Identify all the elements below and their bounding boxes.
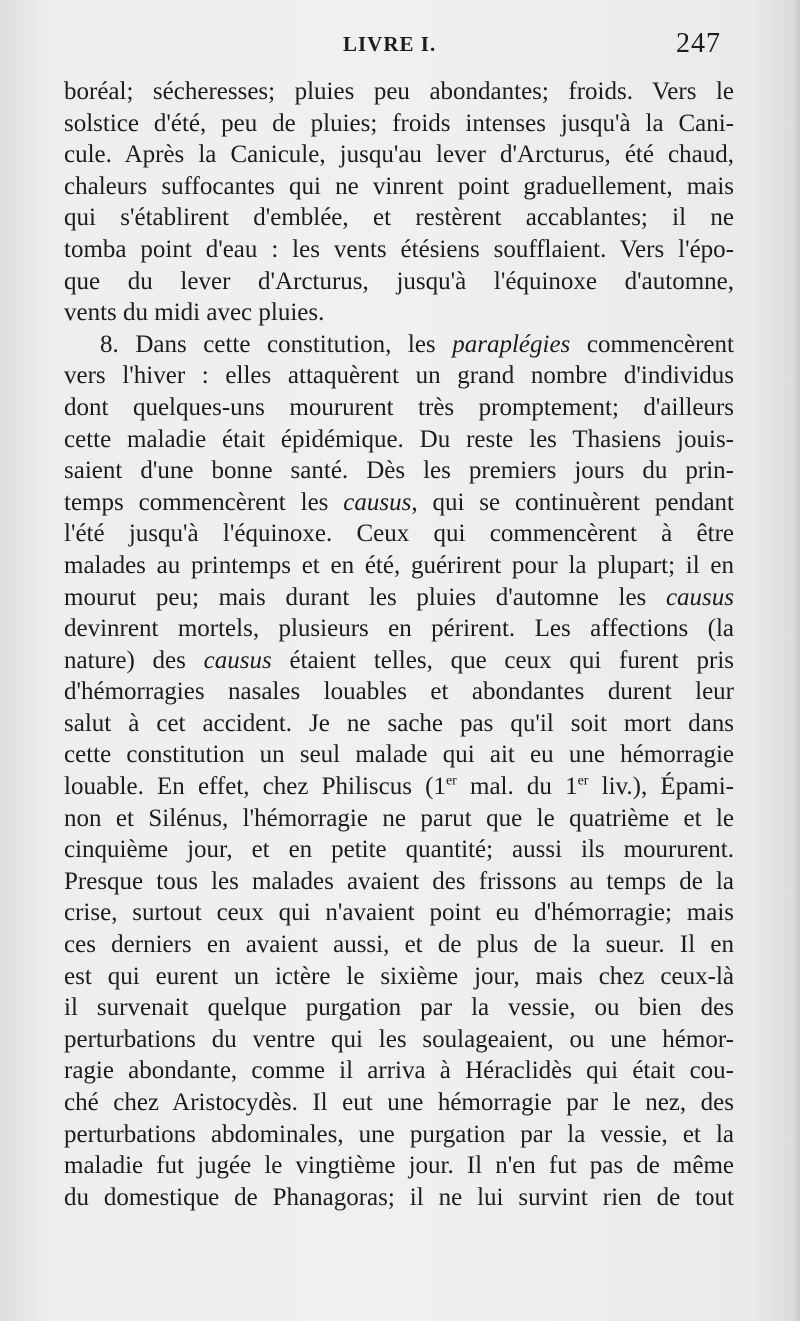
text-line: maladie fut jugée le vingtième jour. Il n'en fut pas de même [64, 1152, 734, 1180]
text-line: est qui eurent un ictère le sixième jour, mais chez ceux-là [64, 962, 734, 990]
text-line: Presque tous les malades avaient des frissons au temps de la [64, 867, 734, 895]
text-line: cule. Après la Canicule, jusqu'au lever d'Arcturus, été chaud, [64, 141, 734, 169]
text-line: devinrent mortels, plusieurs en périrent. Les affections (la [64, 615, 734, 643]
text-line: solstice d'été, peu de pluies; froids intenses jusqu'à la Cani- [64, 109, 734, 137]
text-line: temps commencèrent les causus, qui se continuèrent pendant [64, 488, 734, 516]
text-line: qui s'établirent d'emblée, et restèrent accablantes; il ne [64, 204, 734, 232]
text-line: du domestique de Phanagoras; il ne lui survint rien de tout [64, 1183, 734, 1211]
paragraph-start-line: 8. Dans cette constitution, les paraplégies commencèrent [100, 330, 734, 358]
text-line: dont quelques-uns moururent très promptement; d'ailleurs [64, 393, 734, 421]
text-line: chaleurs suffocantes qui ne vinrent point graduellement, mais [64, 172, 734, 200]
page-number: 247 [676, 28, 721, 59]
text-line: tomba point d'eau : les vents étésiens soufflaient. Vers l'épo- [64, 235, 734, 263]
text-line: l'été jusqu'à l'équinoxe. Ceux qui commencèrent à être [64, 520, 734, 548]
text-line: boréal; sécheresses; pluies peu abondantes; froids. Vers le [64, 78, 734, 105]
text-line: ces derniers en avaient aussi, et de plus de la sueur. Il en [64, 931, 734, 959]
text-line: non et Silénus, l'hémorragie ne parut que le quatrième et le [64, 804, 734, 832]
text-line: nature) des causus étaient telles, que ceux qui furent pris [64, 646, 734, 674]
text-line: que du lever d'Arcturus, jusqu'à l'équinoxe d'automne, [64, 267, 734, 295]
text-line: ragie abondante, comme il arriva à Héraclidès qui était cou- [64, 1057, 734, 1085]
text-line: louable. En effet, chez Philiscus (1er mal. du 1er liv.), Épami- [64, 773, 734, 801]
text-line: saient d'une bonne santé. Dès les premiers jours du prin- [64, 457, 734, 485]
text-line: vents du midi avec pluies. [64, 299, 325, 327]
text-line: salut à cet accident. Je ne sache pas qu'il soit mort dans [64, 709, 734, 737]
text-line: perturbations abdominales, une purgation par la vessie, et la [64, 1120, 734, 1148]
text-line: vers l'hiver : elles attaquèrent un grand nombre d'individus [64, 362, 734, 390]
text-line: cinquième jour, et en petite quantité; aussi ils moururent. [64, 836, 734, 864]
text-line: il survenait quelque purgation par la vessie, ou bien des [64, 994, 734, 1022]
text-line: d'hémorragies nasales louables et abondantes durent leur [64, 678, 734, 706]
text-line: malades au printemps et en été, guérirent pour la plupart; il en [64, 551, 734, 579]
text-line: cette maladie était épidémique. Du reste les Thasiens jouis- [64, 425, 734, 453]
text-line: mourut peu; mais durant les pluies d'automne les causus [64, 583, 734, 611]
running-title: LIVRE I. [343, 32, 437, 56]
text-line: crise, surtout ceux qui n'avaient point eu d'hémorragie; mais [64, 899, 734, 927]
text-line: cette constitution un seul malade qui ait eu une hémorragie [64, 741, 734, 769]
running-header [0, 30, 800, 64]
text-line: perturbations du ventre qui les soulageaient, ou une hémor- [64, 1025, 734, 1053]
text-line: ché chez Aristocydès. Il eut une hémorragie par le nez, des [64, 1089, 734, 1116]
page-edge-shadow [792, 0, 800, 1321]
body-text [64, 76, 734, 1213]
